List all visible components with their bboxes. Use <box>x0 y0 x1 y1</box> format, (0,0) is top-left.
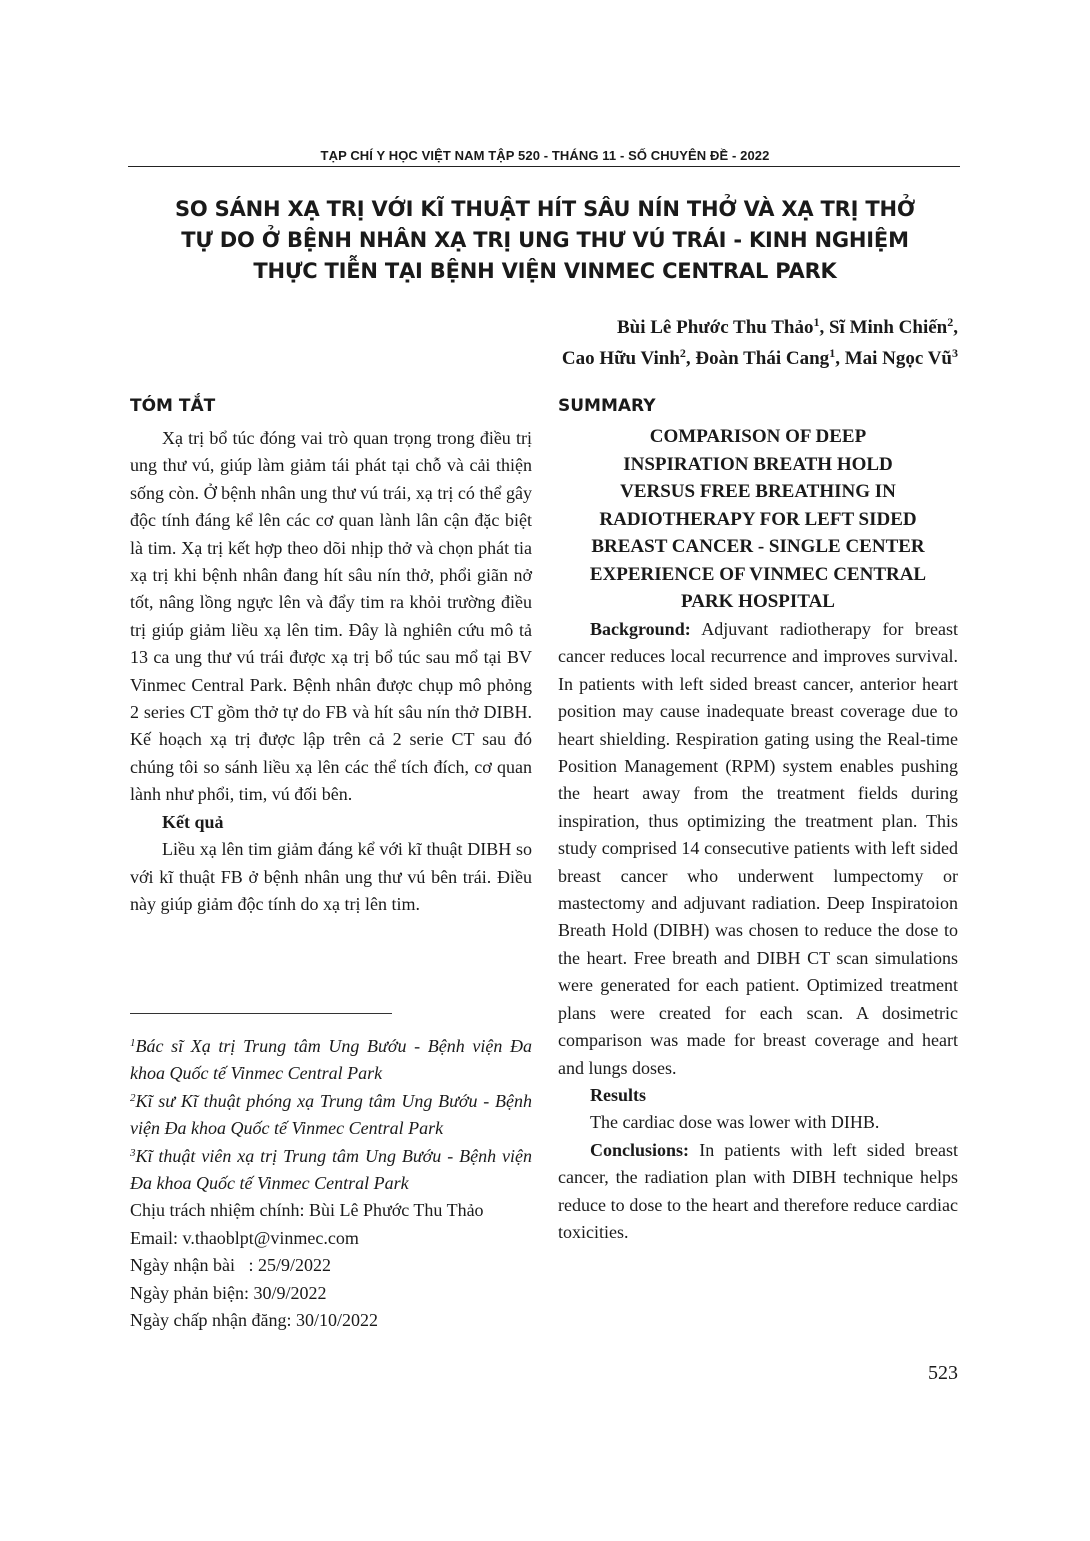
background-paragraph <box>558 616 958 1082</box>
affiliation-mark: 2 <box>679 346 686 360</box>
title-line: THỰC TIỄN TẠI BỆNH VIỆN VINMEC CENTRAL PARK <box>253 259 837 283</box>
author-name: , Mai Ngọc Vũ <box>835 348 952 369</box>
header-rule <box>128 166 960 167</box>
summary-body <box>558 616 958 1246</box>
en-title-line: VERSUS FREE BREATHING IN <box>620 481 896 502</box>
affiliation-mark: 1 <box>829 346 836 360</box>
affiliation-mark: 1 <box>813 315 820 329</box>
article-title-en <box>556 423 960 616</box>
responsible-author: Chịu trách nhiệm chính: Bùi Lê Phước Thu Thảo <box>130 1200 484 1221</box>
footnote-3: $^3$Kĩ thuật viên xạ trị Trung tâm Ung Bướu - Bệnh viện Đa khoa Quốc tế Vinmec Central Park <box>130 1145 532 1194</box>
author-name: Cao Hữu Vinh <box>561 348 680 369</box>
conclusions-paragraph <box>558 1137 958 1247</box>
background-label: Background: <box>590 619 691 639</box>
results-heading-en: Results <box>590 1084 647 1105</box>
abstract-vi <box>130 425 532 918</box>
conclusions-label: Conclusions: <box>590 1139 690 1160</box>
affiliation-mark: 3 <box>952 346 958 360</box>
en-title-line: EXPERIENCE OF VINMEC CENTRAL <box>589 563 927 585</box>
en-title-line: INSPIRATION BREATH HOLD <box>623 453 893 475</box>
results-en-text: The cardiac dose was lower with DIHB. <box>590 1112 880 1133</box>
separator: , <box>953 317 958 338</box>
author-list <box>420 312 958 374</box>
author-name: , Đoàn Thái Cang <box>685 348 830 369</box>
affiliation-mark: 2 <box>947 315 954 329</box>
en-title-line: COMPARISON OF DEEP <box>649 426 867 447</box>
footnote-1: $^1$Bác sĩ Xạ trị Trung tâm Ung Bướu - Bệnh viện Đa khoa Quốc tế Vinmec Central Park <box>130 1036 532 1084</box>
date-reviewed: Ngày phản biện: 30/9/2022 <box>130 1282 327 1303</box>
abstract-vi-text: Xạ trị bổ túc đóng vai trò quan trọng trong điều trị ung thư vú, giúp làm giảm tái phát tại chỗ và cải thiện sống còn. Ở bệnh nhân ung thư vú trái, xạ trị có thể gây độc tính đáng kể lên các cơ quan lành lân cận đặc biệt là tim. Xạ trị kết hợp theo dõi nhịp thở và chọn phát tia xạ trị khi bệnh nhân đang hít sâu nín thở, phổi giãn nở tốt, nâng lồng ngực lên và đẩy tim ra khỏi trường điều trị giúp giảm liều xạ lên tim. Đây là nghiên cứu mô tả 13 ca ung thư vú trái được xạ trị bổ túc sau mổ tại BV Vinmec Central Park. Bệnh nhân được chụp mô phỏng 2 series CT gồm thở tự do FB và hít sâu nín thở DIBH. Kế hoạch xạ trị được lập trên cả 2 serie CT sau đó chúng tôi so sánh liều xạ lên các thể tích đích, cơ quan lành như phổi, tim, vú đối bên. <box>130 428 532 805</box>
page-number: 523 <box>928 1362 958 1384</box>
results-vi-text: Liều xạ lên tim giảm đáng kể với kĩ thuật DIBH so với kĩ thuật FB ở bệnh nhân ung thư vú bên trái. Điều này giúp giảm độc tính do xạ trị lên tim. <box>130 839 532 914</box>
date-received: Ngày nhận bài : 25/9/2022 <box>130 1255 331 1276</box>
background-text: Adjuvant radiotherapy for breast cancer reduces local recurrence and improves survival. In patients with left sided breast cancer, anterior heart position may cause inadequate breast coverage due to heart shielding. Respiration gating using the Real-time Position Management (RPM) system enables pushing the heart away from the treatment fields during inspiration, thus optimizing the treatment plan. This study comprised 14 consecutive patients with left sided breast cancer who underwent lumpectomy or mastectomy and adjuvant radiation. Deep Inspiratoion Breath Hold (DIBH) was chosen to reduce the dose to the heart. Free breath and DIBH CT scan simulations were generated for each patient. Optimized treatment plans were created for each scan. A dosimetric comparison was made for breast coverage and heart and lungs doses. <box>558 619 958 1078</box>
author-name: Bùi Lê Phước Thu Thảo <box>616 317 814 338</box>
results-heading-vi: Kết quả <box>162 811 224 832</box>
date-accepted: Ngày chấp nhận đăng: 30/10/2022 <box>130 1310 378 1331</box>
footnotes <box>130 1033 532 1334</box>
author-name: , Sĩ Minh Chiến <box>819 317 948 338</box>
author-line-1 <box>420 312 958 343</box>
author-line-2 <box>420 343 958 374</box>
running-header: TẠP CHÍ Y HỌC VIỆT NAM TẬP 520 - THÁNG 11 - SỐ CHUYÊN ĐỀ - 2022 <box>320 148 770 163</box>
abstract-heading-vi: TÓM TẮT <box>130 396 216 416</box>
contact-email: Email: v.thaoblpt@vinmec.com <box>130 1227 359 1248</box>
footnote-rule <box>130 1013 392 1014</box>
en-title-line: PARK HOSPITAL <box>681 591 835 612</box>
title-line: TỰ DO Ở BỆNH NHÂN XẠ TRỊ UNG THƯ VÚ TRÁI - KINH NGHIỆM <box>181 228 909 252</box>
summary-heading: SUMMARY <box>558 396 656 416</box>
footnote-2: $^2$Kĩ sư Kĩ thuật phóng xạ Trung tâm Ung Bướu - Bệnh viện Đa khoa Quốc tế Vinmec Central Park <box>130 1090 532 1139</box>
en-title-line: BREAST CANCER - SINGLE CENTER <box>591 536 925 557</box>
title-line: SO SÁNH XẠ TRỊ VỚI KĨ THUẬT HÍT SÂU NÍN THỞ VÀ XẠ TRỊ THỞ <box>174 197 916 221</box>
conclusions-text: In patients with left sided breast cancer, the radiation plan with DIBH technique helps reduce to dose to the heart and therefore reduce cardiac toxicities. <box>558 1139 958 1242</box>
en-title-line: RADIOTHERAPY FOR LEFT SIDED <box>599 508 917 530</box>
article-title-vi <box>130 194 960 287</box>
